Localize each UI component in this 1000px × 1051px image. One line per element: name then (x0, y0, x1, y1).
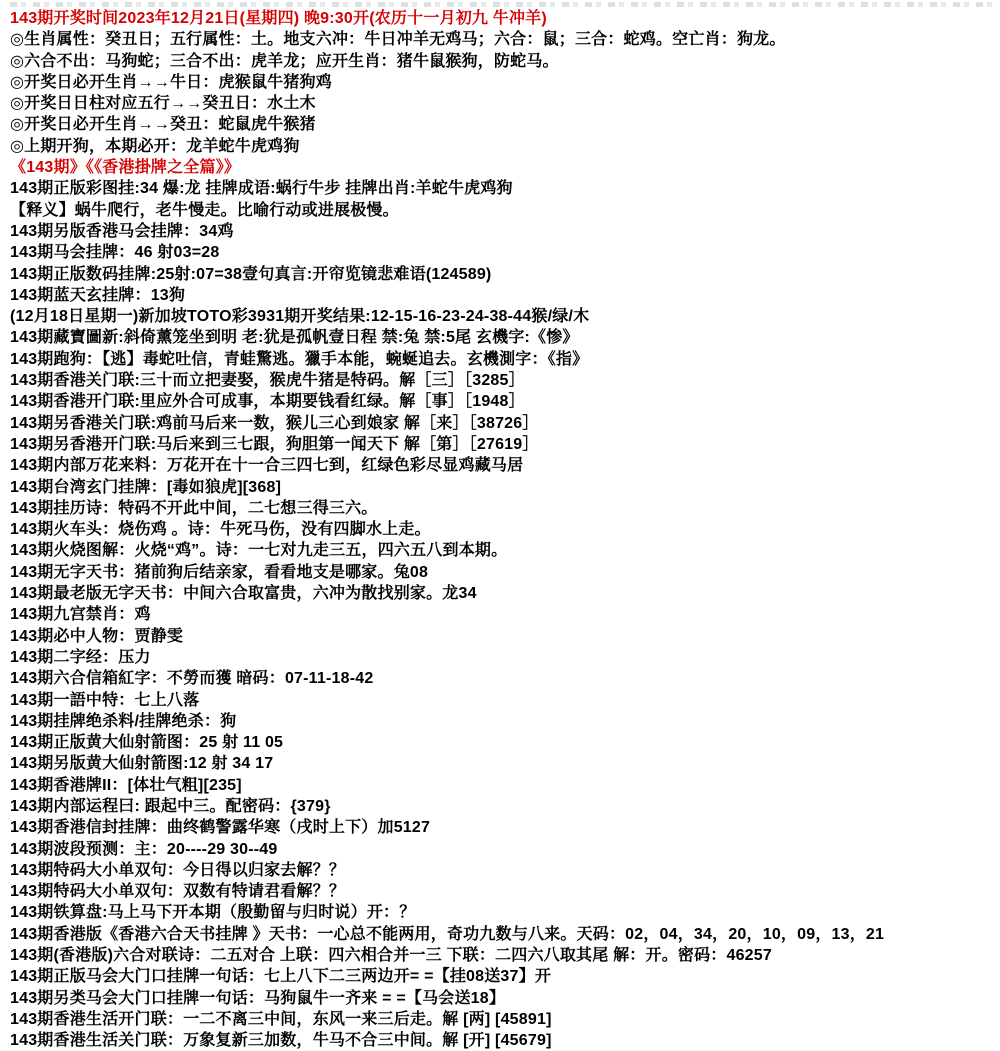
text-line: 143期内部运程曰: 跟起中三。配密码：{379} (10, 797, 331, 815)
text-line: 143期正版马会大门口挂牌一句话：七上八下二三两边开= =【挂08送37】开 (10, 968, 552, 986)
text-line: 143期另香港关门联:鸡前马后来一数，猴儿三心到娘家 解［来］［38726］ (10, 414, 539, 432)
text-line: ◎六合不出：马狗蛇；三合不出：虎羊龙；应开生肖：猪牛鼠猴狗，防蛇马。 (10, 52, 559, 70)
text-line: 143期火车头：烧伤鸡 。诗：牛死马伤，没有四脚水上走。 (10, 521, 431, 539)
text-line: 143期波段预测：主：20----29 30--49 (10, 840, 278, 858)
text-line: 143期香港关门联:三十而立把妻娶，猴虎牛猪是特码。解［三］［3285］ (10, 372, 525, 390)
text-line: 143期马会挂牌：46 射03=28 (10, 244, 220, 262)
text-line: ◎开奖日必开生肖→→牛日：虎猴鼠牛猪狗鸡 (10, 73, 332, 91)
text-line: 143期正版彩图挂:34 爆:龙 挂牌成语:蜗行牛步 挂牌出肖:羊蛇牛虎鸡狗 (10, 180, 513, 198)
text-line: 143期二字经：压力 (10, 648, 151, 666)
text-line: 143期特码大小单双句：今日得以归家去解？？ (10, 861, 346, 879)
text-line: 143期一語中特：七上八落 (10, 691, 200, 709)
text-line: 143期正版数码挂牌:25射:07=38壹句真言:开帘览镜悲难语(124589) (10, 265, 492, 283)
text-line: 143期台湾玄门挂牌：[毒如狼虎][368] (10, 478, 282, 496)
text-line: 143期铁算盘:马上马下开本期（殷勤留与归时说）开：？ (10, 904, 416, 922)
text-line: 143期正版黄大仙射箭图：25 射 11 05 (10, 734, 284, 752)
text-line: 【释义】蜗牛爬行，老牛慢走。比喻行动或进展极慢。 (10, 201, 399, 219)
text-line: 143期香港版《香港六合天书挂牌 》天书：一心总不能两用，奇功九数与八来。天码：02，04，34，20，10，09，13，21 (10, 925, 885, 943)
text-line: 143期六合信箱紅字：不勞而獲 暗码：07-11-18-42 (10, 670, 374, 688)
text-line: ◎开奖日必开生肖→→癸丑：蛇鼠虎牛猴猪 (10, 116, 316, 134)
text-line: 143期蓝天玄挂牌：13狗 (10, 286, 186, 304)
text-line: 143期另香港开门联:马后来到三七跟，狗胆第一闻天下 解［第］［27619］ (10, 435, 539, 453)
text-line: 143期另类马会大门口挂牌一句话：马狗鼠牛一齐来 = =【马会送18】 (10, 989, 506, 1007)
text-line: 《143期》《《香港掛牌之全篇》》 (10, 159, 241, 177)
text-line: 143期香港生活开门联：一二不离三中间，东风一来三后走。解 [两] [45891] (10, 1010, 552, 1028)
text-line: 143期跑狗：【逃】毒蛇吐信，青蛙驚逃。獵手本能，蜿蜒追去。玄機測字：《指》 (10, 350, 589, 368)
text-line: 143期香港牌II：[体壮气粗][235] (10, 776, 242, 794)
text-line: ◎生肖属性：癸丑日；五行属性：土。地支六冲：牛日冲羊无鸡马；六合：鼠；三合：蛇鸡。空亡肖：狗龙。 (10, 31, 786, 49)
text-line: 143期另版黄大仙射箭图:12 射 34 17 (10, 755, 274, 773)
text-line: 143期香港生活关门联：万象复新三加数，牛马不合三中间。解 [开] [45679] (10, 1032, 552, 1050)
text-line: 143期(香港版)六合对联诗：二五对合 上联：四六相合并一三 下联：二四六八取其尾 解：开。密码：46257 (10, 947, 772, 965)
text-line: 143期内部万花来料：万花开在十一合三四七到，红绿色彩尽显鸡藏马居 (10, 457, 524, 475)
text-line: 143期另版香港马会挂牌：34鸡 (10, 222, 234, 240)
text-line: 143期挂历诗：特码不开此中间，二七想三得三六。 (10, 499, 378, 517)
text-line: 143期必中人物：贾静雯 (10, 627, 184, 645)
text-line: (12月18日星期一)新加坡TOTO彩3931期开奖结果:12-15-16-23-24-38-44猴/绿/木 (10, 308, 590, 326)
text-line: 143期开奖时间2023年12月21日(星期四) 晚9:30开(农历十一月初九 牛冲羊) (10, 10, 547, 27)
text-line: 143期藏寶圖新:斜倚薰笼坐到明 老:犹是孤帆壹日程 禁:兔 禁:5尾 玄機字:《惨》 (10, 329, 579, 347)
text-line: 143期九宫禁肖：鸡 (10, 606, 151, 624)
text-line: 143期挂牌绝杀料/挂牌绝杀：狗 (10, 712, 237, 730)
text-line: 143期无字天书：猪前狗后结亲家，看看地支是哪家。兔08 (10, 563, 429, 581)
tips-line-list (10, 8, 1000, 1051)
text-line: 143期香港信封挂牌：曲终鹤警露华寒（戌时上下）加5127 (10, 819, 431, 837)
text-line: ◎开奖日日柱对应五行→→癸丑日：水土木 (10, 95, 316, 113)
text-line: 143期香港开门联:里应外合可成事，本期要钱看红绿。解［事］［1948］ (10, 393, 525, 411)
text-line: 143期火烧图解：火烧“鸡”。诗：一七对九走三五，四六五八到本期。 (10, 542, 508, 560)
text-line: ◎上期开狗，本期必开：龙羊蛇牛虎鸡狗 (10, 137, 300, 155)
text-line: 143期最老版无字天书：中间六合取富贵，六冲为散找别家。龙34 (10, 585, 477, 603)
text-line: 143期特码大小单双句：双数有特请君看解？？ (10, 883, 346, 901)
clipped-text-remnant (10, 2, 995, 7)
